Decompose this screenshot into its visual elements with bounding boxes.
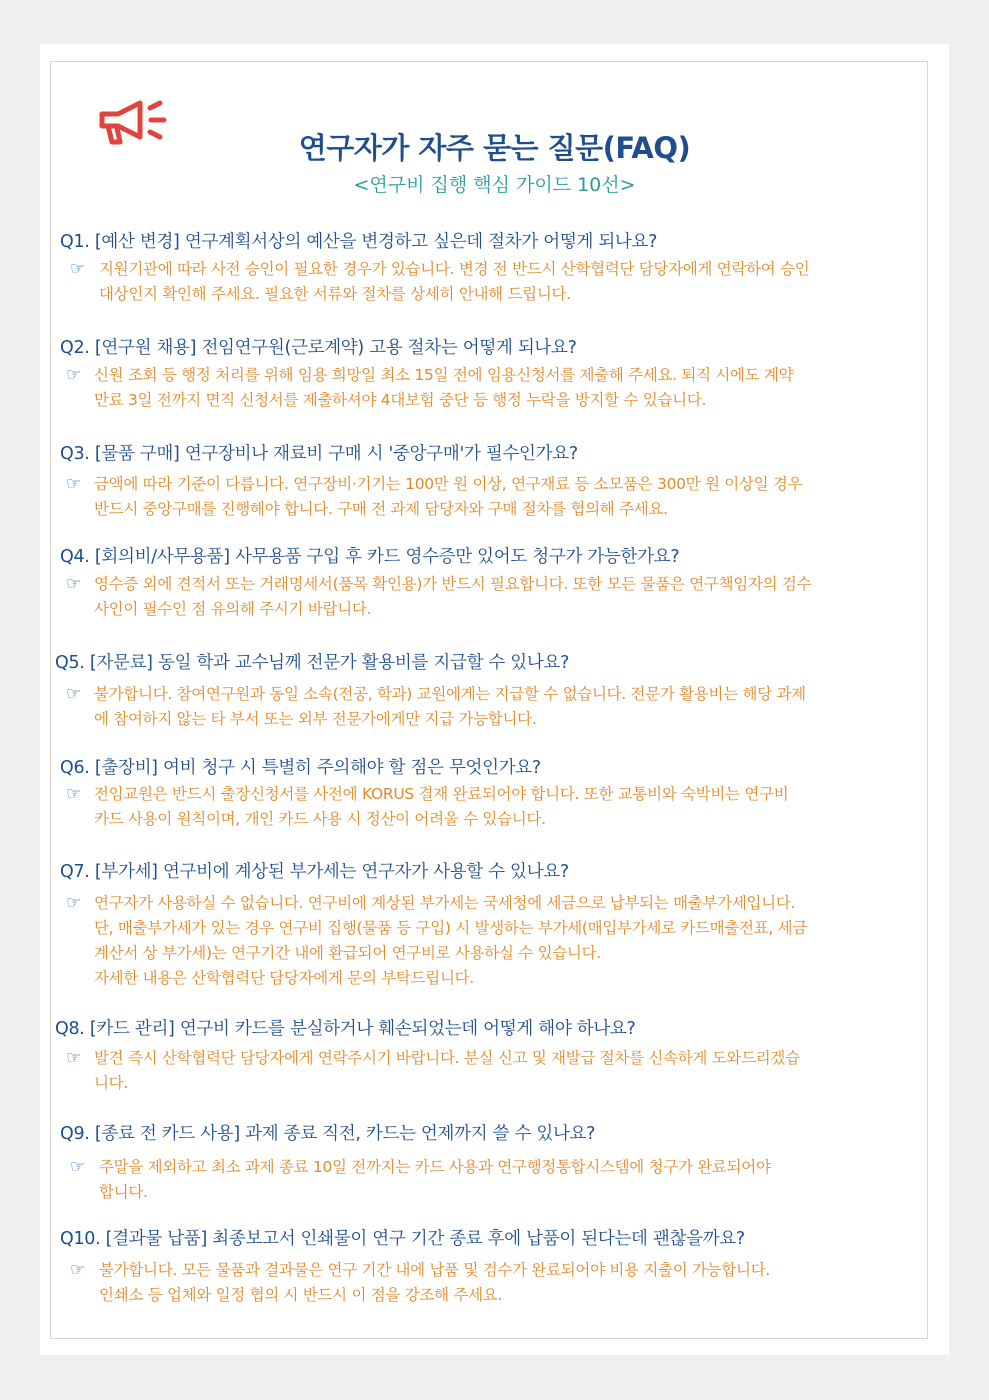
page-subtitle: <연구비 집행 핵심 가이드 10선>: [353, 174, 636, 196]
pointing-hand-icon: ☞: [70, 1157, 86, 1177]
faq-question: Q2. [연구원 채용] 전임연구원(근로계약) 고용 절차는 어떻게 되나요?: [60, 338, 577, 358]
pointing-hand-icon: ☞: [66, 784, 82, 804]
pointing-hand-icon: ☞: [66, 474, 82, 494]
faq-answer: 주말을 제외하고 최소 과제 종료 10일 전까지는 카드 사용과 연구행정통합시스템에 청구가 완료되어야 합니다.: [99, 1158, 771, 1201]
page-title: 연구자가 자주 묻는 질문(FAQ): [298, 131, 691, 165]
faq-answer: 영수증 외에 견적서 또는 거래명세서(품목 확인용)가 반드시 필요합니다. 또한 모든 물품은 연구책임자의 검수 사인이 필수인 점 유의해 주시기 바랍니다.: [94, 575, 812, 618]
pointing-hand-icon: ☞: [66, 574, 82, 594]
faq-answer: 불가합니다. 모든 물품과 결과물은 연구 기간 내에 납품 및 검수가 완료되어야 비용 지출이 가능합니다. 인쇄소 등 업체와 일정 협의 시 반드시 이 점을 강조해 주세요.: [99, 1261, 771, 1304]
pointing-hand-icon: ☞: [70, 1260, 86, 1280]
faq-question: Q10. [결과물 납품] 최종보고서 인쇄물이 연구 기간 종료 후에 납품이 된다는데 괜찮을까요?: [60, 1229, 745, 1249]
faq-question: Q1. [예산 변경] 연구계획서상의 예산을 변경하고 싶은데 절차가 어떻게 되나요?: [60, 232, 658, 252]
pointing-hand-icon: ☞: [66, 684, 82, 704]
faq-question: Q4. [회의비/사무용품] 사무용품 구입 후 카드 영수증만 있어도 청구가 가능한가요?: [60, 547, 680, 567]
pointing-hand-icon: ☞: [66, 365, 82, 385]
faq-question: Q8. [카드 관리] 연구비 카드를 분실하거나 훼손되었는데 어떻게 해야 하나요?: [55, 1019, 636, 1039]
faq-answer: 금액에 따라 기준이 다릅니다. 연구장비·기기는 100만 원 이상, 연구재료 등 소모품은 300만 원 이상일 경우 반드시 중앙구매를 진행해야 합니다. 구매 전 과제 담당자와 구매 절차를 협의해 주세요.: [94, 475, 803, 518]
faq-question: Q6. [출장비] 여비 청구 시 특별히 주의해야 할 점은 무엇인가요?: [60, 758, 541, 778]
faq-answer: 신원 조회 등 행정 처리를 위해 임용 희망일 최소 15일 전에 임용신청서를 제출해 주세요. 퇴직 시에도 계약 만료 3일 전까지 면직 신청서를 제출하셔야 4대보험 중단 등 행정 누락을 방지할 수 있습니다.: [94, 366, 794, 409]
pointing-hand-icon: ☞: [70, 259, 86, 279]
faq-answer: 지원기관에 따라 사전 승인이 필요한 경우가 있습니다. 변경 전 반드시 산학협력단 담당자에게 연락하여 승인 대상인지 확인해 주세요. 필요한 서류와 절차를 상세히 안내해 드립니다.: [99, 260, 810, 303]
faq-answer: 연구자가 사용하실 수 없습니다. 연구비에 계상된 부가세는 국세청에 세금으로 납부되는 매출부가세입니다. 단, 매출부가세가 있는 경우 연구비 집행(물품 등 구입) 시 발생하는 부가세(매입부가세로 카드매출전표, 세금 계산서 상 부가세)는 연구기간 내에 환급되어 연구비로 사용하실 수 있습니다. 자세한 내용은 산학협력단 담당자에게 문의 부탁드립니다.: [94, 894, 807, 987]
faq-question: Q7. [부가세] 연구비에 계상된 부가세는 연구자가 사용할 수 있나요?: [60, 862, 569, 882]
pointing-hand-icon: ☞: [66, 893, 82, 913]
faq-answer: 전임교원은 반드시 출장신청서를 사전에 KORUS 결재 완료되어야 합니다. 또한 교통비와 숙박비는 연구비 카드 사용이 원칙이며, 개인 카드 사용 시 정산이 어려울 수 있습니다.: [94, 785, 789, 828]
faq-question: Q9. [종료 전 카드 사용] 과제 종료 직전, 카드는 언제까지 쓸 수 있나요?: [60, 1124, 596, 1144]
faq-answer: 발견 즉시 산학협력단 담당자에게 연락주시기 바랍니다. 분실 신고 및 재발급 절차를 신속하게 도와드리겠습 니다.: [94, 1049, 800, 1092]
pointing-hand-icon: ☞: [66, 1048, 82, 1068]
faq-question: Q5. [자문료] 동일 학과 교수님께 전문가 활용비를 지급할 수 있나요?: [55, 653, 570, 673]
faq-answer: 불가합니다. 참여연구원과 동일 소속(전공, 학과) 교원에게는 지급할 수 없습니다. 전문가 활용비는 해당 과제 에 참여하지 않는 타 부서 또는 외부 전문가에게만 지급 가능합니다.: [94, 685, 806, 728]
faq-question: Q3. [물품 구매] 연구장비나 재료비 구매 시 '중앙구매'가 필수인가요?: [60, 444, 578, 464]
